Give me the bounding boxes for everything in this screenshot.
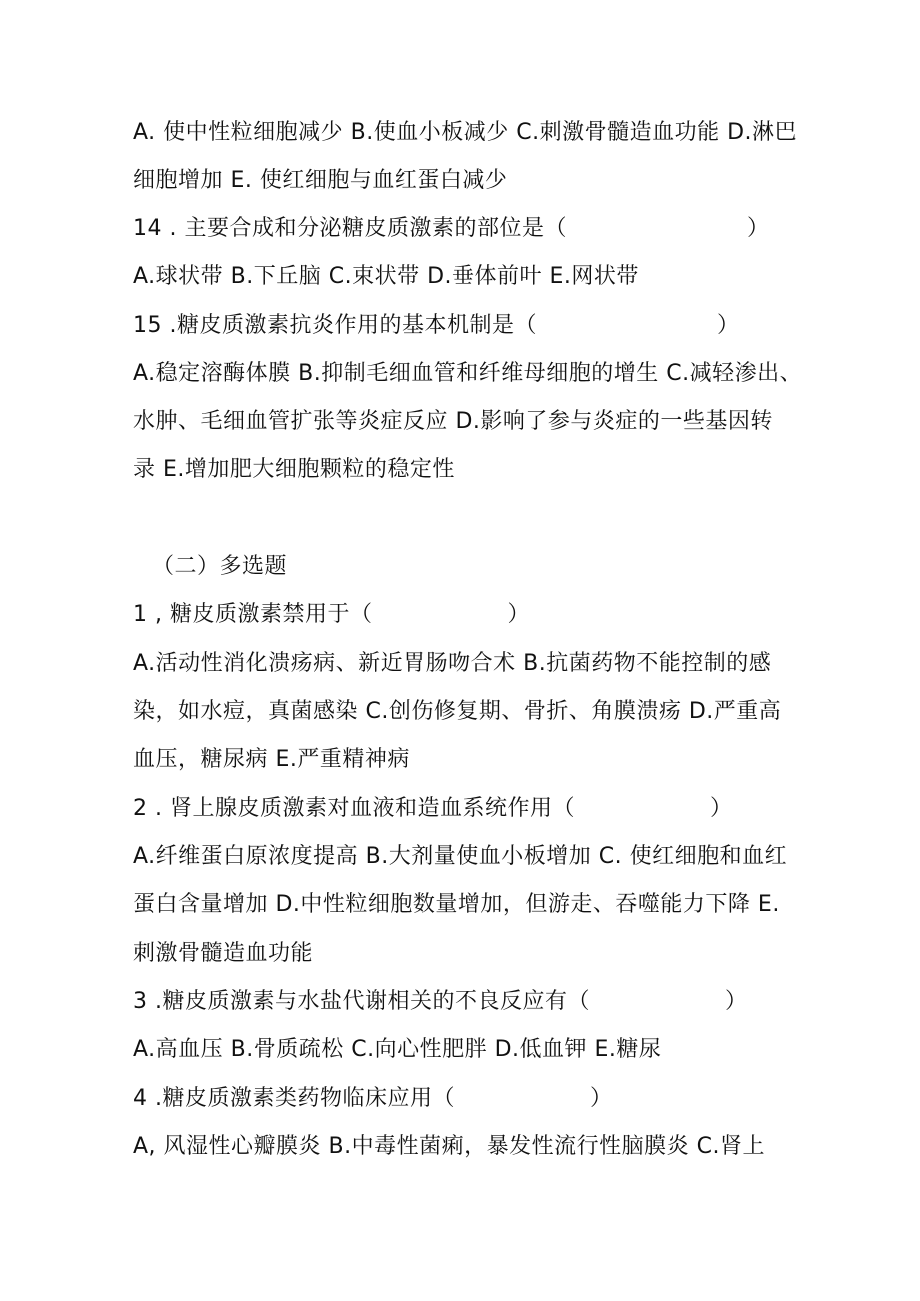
text-line: 染，如水痘，真菌感染 C.创伤修复期、骨折、角膜溃疡 D.严重高 <box>133 699 782 724</box>
text-line: 蛋白含量增加 D.中性粒细胞数量增加，但游走、吞噬能力下降 E. <box>133 892 780 917</box>
text-line: 血压，糖尿病 E.严重精神病 <box>133 747 410 772</box>
question-1-options: A.活动性消化溃疡病、新近胃肠吻合术 B.抗菌药物不能控制的感 <box>133 651 772 676</box>
question-15: 15 .糖皮质激素抗炎作用的基本机制是（ ） <box>133 313 740 338</box>
question-1: 1 , 糖皮质激素禁用于（ ） <box>133 602 530 627</box>
question-3-options: A.高血压 B.骨质疏松 C.向心性肥胖 D.低血钾 E.糖尿 <box>133 1037 662 1062</box>
text-line: 录 E.增加肥大细胞颗粒的稳定性 <box>133 457 455 482</box>
section-heading: （二）多选题 <box>152 554 288 579</box>
question-4-options: A, 风湿性心瓣膜炎 B.中毒性菌痢，暴发性流行性脑膜炎 C.肾上 <box>133 1134 765 1159</box>
question-2-options: A.纤维蛋白原浓度提高 B.大剂量使血小板增加 C. 使红细胞和血红 <box>133 844 788 869</box>
question-14-options: A.球状带 B.下丘脑 C.束状带 D.垂体前叶 E.网状带 <box>133 264 639 289</box>
question-2: 2 . 肾上腺皮质激素对血液和造血系统作用（ ） <box>133 796 733 821</box>
text-line: 水肿、毛细血管扩张等炎症反应 D.影响了参与炎症的一些基因转 <box>133 409 773 434</box>
text-line: 细胞增加 E. 使红细胞与血红蛋白减少 <box>133 168 508 193</box>
question-15-options: A.稳定溶酶体膜 B.抑制毛细血管和纤维母细胞的增生 C.减轻渗出、 <box>133 361 803 386</box>
question-4: 4 .糖皮质激素类药物临床应用（ ） <box>133 1086 613 1111</box>
question-14: 14 . 主要合成和分泌糖皮质激素的部位是（ ） <box>133 216 770 241</box>
text-line: 刺激骨髓造血功能 <box>133 941 314 966</box>
question-3: 3 .糖皮质激素与水盐代谢相关的不良反应有（ ） <box>133 989 748 1014</box>
text-line: A. 使中性粒细胞减少 B.使血小板减少 C.刺激骨髓造血功能 D.淋巴 <box>133 120 798 145</box>
